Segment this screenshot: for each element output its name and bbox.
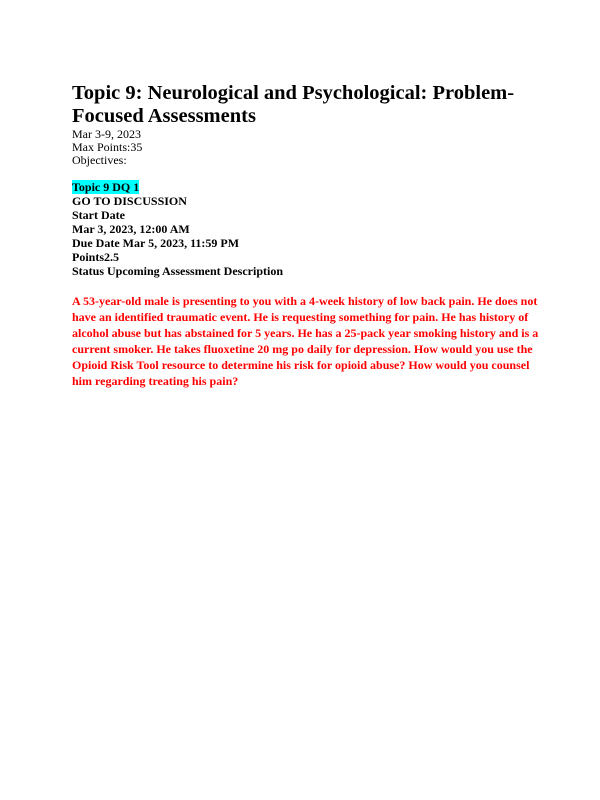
start-date-label: Start Date — [72, 208, 125, 222]
assignment-name-row — [72, 180, 542, 194]
description-line: have an identified traumatic event. He is requesting something for pain. He has history of — [72, 310, 529, 324]
description-line: alcohol abuse but has abstained for 5 years. He has a 25-pack year smoking history and is a — [72, 326, 539, 340]
title-line-2: Focused Assessments — [72, 105, 256, 127]
go-to-discussion-link[interactable]: GO TO DISCUSSION — [72, 194, 187, 208]
start-date-value: Mar 3, 2023, 12:00 AM — [72, 222, 190, 236]
max-points: Max Points:35 — [72, 140, 143, 154]
description-line: current smoker. He takes fluoxetine 20 mg po daily for depression. How would you use the — [72, 342, 533, 356]
description-line: A 53-year-old male is presenting to you with a 4-week history of low back pain. He does not — [72, 294, 538, 308]
points: Points2.5 — [72, 250, 120, 264]
title-line-1: Topic 9: Neurological and Psychological: Problem- — [72, 82, 515, 104]
due-date: Due Date Mar 5, 2023, 11:59 PM — [72, 236, 240, 250]
assessment-description — [72, 293, 542, 389]
spacer — [72, 167, 542, 180]
page-title — [72, 82, 542, 128]
status-line: Status Upcoming Assessment Description — [72, 264, 284, 278]
description-line: him regarding treating his pain? — [72, 374, 239, 388]
date-range: Mar 3-9, 2023 — [72, 127, 141, 141]
document-page — [72, 82, 542, 389]
description-line: Opioid Risk Tool resource to determine his risk for opioid abuse? How would you counsel — [72, 358, 530, 372]
assignment-name: Topic 9 DQ 1 — [72, 180, 140, 194]
objectives-label: Objectives: — [72, 153, 127, 167]
